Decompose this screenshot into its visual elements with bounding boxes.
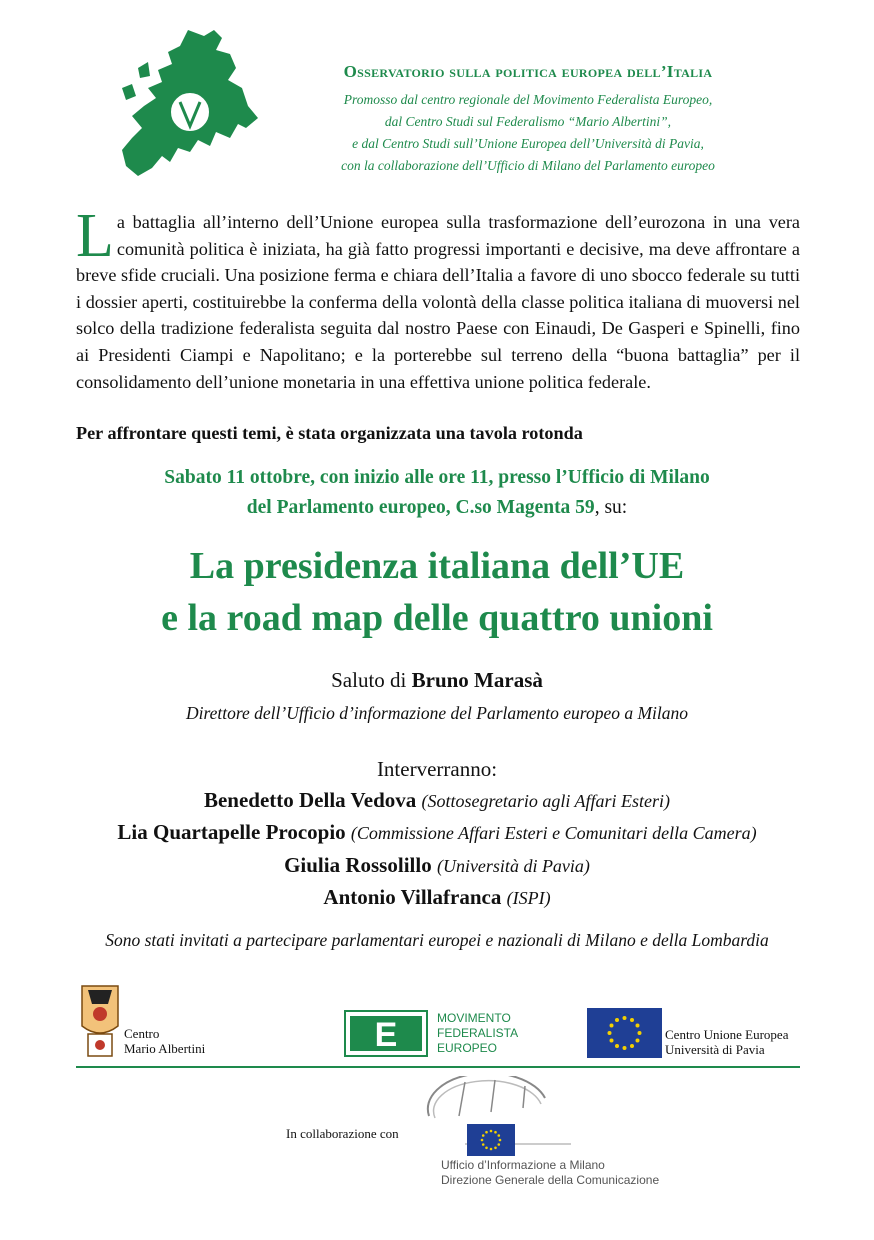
mfe-caption: [437, 1011, 518, 1056]
event-venue: del Parlamento europeo, C.so Magenta 59: [246, 497, 595, 518]
albertini-caption: [124, 1026, 205, 1056]
header-line-4: con la collaborazione dell’Ufficio di Milano del Parlamento europeo: [341, 158, 715, 173]
speaker: [0, 820, 874, 845]
eu-star-icon: [482, 1143, 485, 1146]
cue-line-2: Università di Pavia: [665, 1042, 765, 1057]
speaker: [0, 788, 874, 813]
albertini-line-1: Centro: [124, 1026, 160, 1041]
divider: [76, 1066, 800, 1068]
drop-cap: L: [76, 202, 114, 270]
eu-star-icon: [482, 1134, 485, 1137]
speaker-name: Benedetto Della Vedova: [203, 788, 417, 812]
intro-text: a battaglia all’interno dell’Unione europea sulla trasformazione dell’eurozona in una vera comunità politica è iniziata, ha già fatto progressi importanti e decisive, ma deve affrontare a breve sfide cruciali. Una posizione ferma e chiara dell’Italia a favore di uno sbocco federale su tutti i dossier aperti, costituirebbe la conferma della volontà della classe politica italiana di muoversi nel solco della tradizione federalista seguita dal nostro Paese con Einaudi, De Gasperi e Spinelli, fino ai Presidenti Ciampi e Napolitano; e la porterebbe sul terreno della “buona battaglia” per il consolidamento dell’unione monetaria in una effettiva unione politica federale.: [76, 212, 800, 392]
eu-star-icon: [635, 1024, 639, 1028]
interverranno-label: Interverranno:: [376, 757, 498, 781]
mfe-line-1: MOVIMENTO: [437, 1011, 511, 1025]
speaker-role: (Commissione Affari Esteri e Comunitari della Camera): [350, 823, 757, 843]
speaker-name: Antonio Villafranca: [323, 885, 502, 909]
eu-star-icon: [615, 1044, 619, 1048]
eu-star-icon: [481, 1139, 484, 1142]
event-line-2: [0, 497, 874, 519]
albertini-line-2: Mario Albertini: [124, 1041, 206, 1056]
speaker: [0, 885, 874, 910]
header-line-2: dal Centro Studi sul Federalismo “Mario Albertini”,: [384, 114, 672, 129]
intro-bold-line: Per affrontare questi temi, è stata organizzata una tavola rotonda: [76, 423, 583, 443]
eu-star-icon: [494, 1146, 497, 1149]
eu-star-icon: [610, 1039, 614, 1043]
european-parliament-logo: [425, 1076, 575, 1158]
ep-line-1: Ufficio d’Informazione a Milano: [441, 1158, 605, 1172]
speaker: [0, 853, 874, 878]
eu-star-icon: [630, 1044, 634, 1048]
mfe-line-2: FEDERALISTA: [437, 1026, 519, 1040]
eu-star-icon: [497, 1134, 500, 1137]
mfe-line-3: EUROPEO: [437, 1041, 498, 1055]
saluto-prefix: Saluto di: [331, 668, 412, 692]
eu-star-icon: [635, 1039, 639, 1043]
eu-star-icon: [490, 1148, 493, 1151]
speaker-role: (ISPI): [506, 888, 551, 908]
saluto-line: [0, 668, 874, 693]
eu-star-icon: [623, 1046, 627, 1050]
eu-star-icon: [610, 1024, 614, 1028]
eu-star-icon: [499, 1139, 502, 1142]
saluto-name: Bruno Marasà: [411, 668, 543, 692]
cue-caption: [665, 1027, 788, 1057]
speaker-role: (Università di Pavia): [436, 856, 590, 876]
speaker-role: (Sottosegretario agli Affari Esteri): [421, 791, 671, 811]
header-title: Osservatorio sulla politica europea dell’Italia: [343, 62, 713, 81]
event-suffix: , su:: [594, 497, 628, 518]
eu-star-icon: [485, 1146, 488, 1149]
event-line-1: Sabato 11 ottobre, con inizio alle ore 11, presso l’Ufficio di Milano: [164, 467, 710, 488]
invited-note: Sono stati invitati a partecipare parlamentari europei e nazionali di Milano e della Lombardia: [105, 930, 769, 950]
eu-star-icon: [494, 1131, 497, 1134]
saluto-role: Direttore dell’Ufficio d’informazione del Parlamento europeo a Milano: [185, 703, 689, 723]
eu-star-icon: [615, 1018, 619, 1022]
eu-flag-icon: [587, 1008, 662, 1058]
eu-star-icon: [497, 1143, 500, 1146]
eu-star-icon: [630, 1018, 634, 1022]
mfe-letter: E: [374, 1016, 398, 1054]
europe-map-logo: [118, 28, 263, 180]
header-line-1: Promosso dal centro regionale del Movimento Federalista Europeo,: [343, 92, 713, 107]
speaker-name: Lia Quartapelle Procopio: [117, 820, 346, 844]
speaker-name: Giulia Rossolillo: [284, 853, 432, 877]
eu-star-icon: [490, 1130, 493, 1133]
event-title-line-2: e la road map delle quattro unioni: [161, 597, 713, 639]
cue-line-1: Centro Unione Europea: [665, 1027, 789, 1042]
ep-caption: [441, 1158, 659, 1188]
ep-line-2: Direzione Generale della Comunicazione: [441, 1173, 660, 1187]
eu-star-icon: [623, 1016, 627, 1020]
collab-label: In collaborazione con: [286, 1126, 399, 1141]
eu-star-icon: [638, 1031, 642, 1035]
albertini-crest-logo: [78, 982, 122, 1060]
eu-star-icon: [485, 1131, 488, 1134]
eu-star-icon: [608, 1031, 612, 1035]
event-title-line-1: La presidenza italiana dell’UE: [189, 545, 685, 587]
intro-paragraph: [76, 202, 800, 395]
mfe-logo: [344, 1010, 428, 1057]
header-line-3: e dal Centro Studi sull’Unione Europea dell’Università di Pavia,: [352, 136, 704, 151]
